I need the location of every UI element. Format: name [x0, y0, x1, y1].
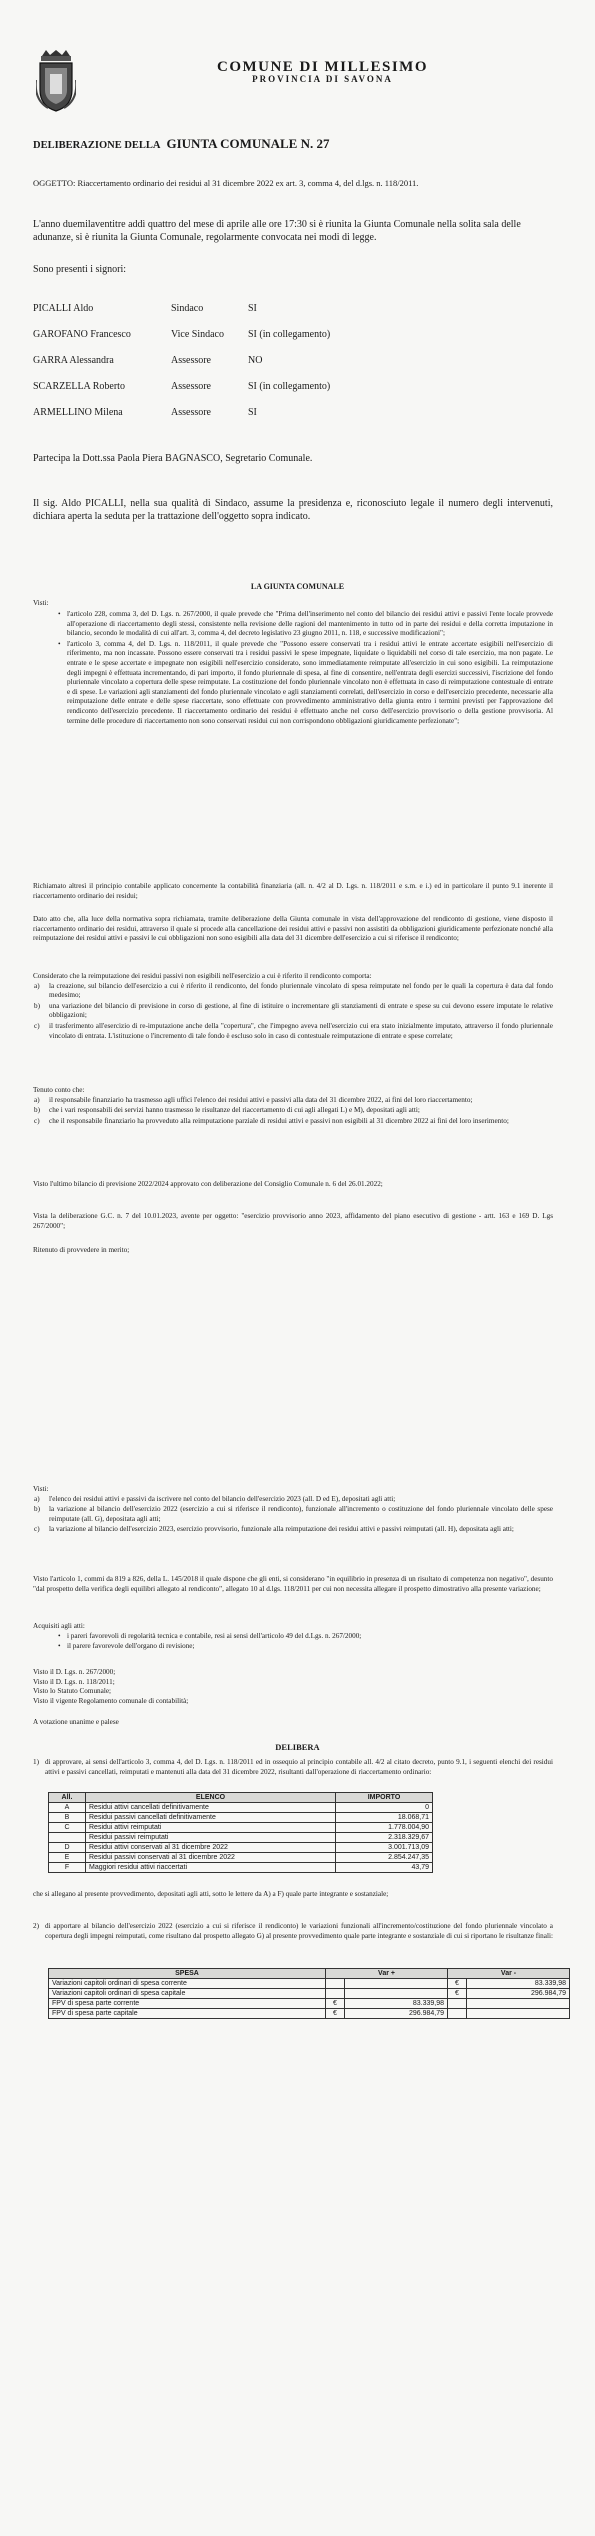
partecipa-text: Partecipa la Dott.ssa Paola Piera BAGNASCO, Segretario Comunale. — [33, 453, 313, 464]
presente-carica: Assessore — [171, 407, 211, 418]
ritenuto-paragraph: Ritenuto di provvedere in merito; — [33, 1246, 130, 1254]
table-row: Variazioni capitoli ordinari di spesa capitale € 296.984,79 — [49, 1989, 570, 1999]
deliberazione-title: GIUNTA COMUNALE N. 27 — [166, 136, 330, 151]
votazione-text: A votazione unanime e palese — [33, 1718, 119, 1726]
col-var-plus: Var + — [326, 1969, 448, 1979]
col-var-minus: Var - — [448, 1969, 570, 1979]
provincia-name: PROVINCIA DI SAVONA — [252, 74, 393, 84]
list-item: a) la creazione, sul bilancio dell'esercizio a cui è riferito il rendiconto, del fondo pluriennale vincolato di spesa reimputate nel fondo per le quali la copertura è data dal fondo medesimo; — [34, 981, 553, 1000]
presente-stato: SI — [248, 303, 257, 314]
visto-bilancio-paragraph: Visto l'ultimo bilancio di previsione 2022/2024 approvato con deliberazione del Consiglio Comunale n. 6 del 26.01.2022; — [33, 1180, 383, 1188]
col-spesa: SPESA — [49, 1969, 326, 1979]
list-item: b) la variazione al bilancio dell'esercizio 2022 (esercizio a cui si riferisce il rendiconto), funzionale all'incremento o costituzione del fondo pluriennale vincolato delle spese reimputate (all. G), depositata agli atti; — [34, 1505, 553, 1523]
table-row: B Residui passivi cancellati definitivamente 18.068,71 — [49, 1813, 433, 1823]
list-item: • l'articolo 228, comma 3, del D. Lgs. n. 267/2000, il quale prevede che "Prima dell'inserimento nel conto del bilancio dei residui attivi e passivi l'ente locale provvede all'operazione di riaccertamento degli stessi, consistente nella revisione delle ragioni del mantenimento in tutto od in parte dei residui e della corretta imputazione in bilancio, secondo le modalità di cui all'art. 3, comma 4, del decreto legislativo 23 giugno 2011, n. 118, e successive modificazioni"; — [67, 610, 553, 639]
list-item: • il parere favorevole dell'organo di revisione; — [67, 1642, 553, 1652]
presente-stato: SI (in collegamento) — [248, 329, 331, 340]
table-row: A Residui attivi cancellati definitivamente 0 — [49, 1803, 433, 1813]
list-item: • i pareri favorevoli di regolarità tecnica e contabile, resi ai sensi dell'articolo 49 del d.Lgs. n. 267/2000; — [67, 1632, 553, 1642]
comune-name: COMUNE DI MILLESIMO — [216, 59, 428, 75]
list-item: Visto lo Statuto Comunale; — [33, 1687, 112, 1696]
table-row: FPV di spesa parte corrente € 83.339,98 — [49, 1999, 570, 2009]
list-item: a) l'elenco dei residui attivi e passivi da iscrivere nel conto del bilancio dell'esercizio 2023 (all. D ed E), depositati agli atti; — [34, 1494, 396, 1503]
visti2-section — [33, 1485, 553, 1536]
apertura-paragraph: Il sig. Aldo PICALLI, nella sua qualità di Sindaco, assume la presidenza e, riconosciuto legale il numero degli intervenuti, dichiara aperta la seduta per la trattazione dell'oggetto sopra indicato. — [33, 498, 553, 522]
list-item: b) che i vari responsabili dei servizi hanno trasmesso le risultanze del riaccertamento di cui agli allegati L) e M), depositati agli atti; — [34, 1106, 420, 1115]
presente-nome: ARMELLINO Milena — [33, 407, 123, 418]
visti-list — [33, 610, 553, 727]
allegati-note: che si allegano al presente provvedimento, depositati agli atti, sotto le lettere da A) a F) quale parte integrante e sostanziale; — [33, 1890, 389, 1898]
visto-articolo-paragraph: Visto l'articolo 1, commi da 819 a 826, della L. 145/2018 il quale dispone che gli enti, si considerano "in equilibrio in presenza di un risultato di competenza non negativo", desunto "dal prospetto della verifica degli equilibri allegato al rendiconto", allegato 10 al d.lgs. 118/2011 per cui non necessita allegare il prospetto dimostrativo alla presente variazione; — [33, 1575, 553, 1593]
table-header-row — [49, 1969, 570, 1979]
richiamato-paragraph: Richiamato altresì il principio contabile applicato concernente la contabilità finanziaria (all. n. 4/2 al D. Lgs. n. 118/2011 e s.m. e i.) ed in particolare il punto 9.1 inerente il riaccertamento ordinario dei residui; — [33, 882, 553, 900]
tenuto-section — [33, 1086, 553, 1127]
table-row: D Residui attivi conservati al 31 dicembre 2022 3.001.713,09 — [49, 1843, 433, 1853]
fpv-table — [48, 1968, 570, 2019]
acquisiti-list — [33, 1632, 553, 1652]
presente-nome: GARRA Alessandra — [33, 355, 114, 366]
punto-1-text: di approvare, ai sensi dell'articolo 3, comma 4, del D. Lgs. n. 118/2011 ed in ossequio al principio contabile all. 4/2 al citato decreto, punto 9.1, i seguenti elenchi dei residui attivi e passivi cancellati, reimputati e mantenuti alla data del 31 dicembre 2022, risultanti dall'operazione di riaccertamento ordinario: — [45, 1758, 553, 1776]
dato-atto-paragraph: Dato atto che, alla luce della normativa sopra richiamata, tramite deliberazione della Giunta comunale in vista dell'approvazione del rendiconto di gestione, viene disposto il riaccertamento ordinario dei residui, attraverso il quale si procede alla cancellazione dei residui attivi e passivi non assistiti da obbligazioni giuridicamente perfezionate nonché alla reimputazione dei residui attivi e passivi le cui obbligazioni non sono esigibili alla data del 31 dicembre dell'esercizio a cui si riferisce il rendiconto; — [33, 915, 553, 943]
table-row: E Residui passivi conservati al 31 dicembre 2022 2.854.247,35 — [49, 1853, 433, 1863]
punto-2-text: di apportare al bilancio dell'esercizio 2022 (esercizio a cui si riferisce il rendiconto) le variazioni funzionali all'incremento/costituzione del fondo pluriennale vincolato a copertura degli impegni reimputati, come risultano dal prospetto allegato G) al presente provvedimento quale parte integrante e sostanziale di cui si riportano le risultanze finali: — [45, 1922, 553, 1940]
presente-nome: PICALLI Aldo — [33, 303, 94, 314]
presente-nome: GAROFANO Francesco — [33, 329, 131, 340]
deliberazione-heading — [33, 136, 330, 152]
table-row: Variazioni capitoli ordinari di spesa corrente € 83.339,98 — [49, 1979, 570, 1989]
presente-nome: SCARZELLA Roberto — [33, 381, 125, 392]
presente-carica: Vice Sindaco — [171, 329, 224, 340]
list-item: Visto il D. Lgs. n. 267/2000; — [33, 1668, 116, 1676]
considerato-list — [33, 982, 553, 1042]
list-item: Visto il D. Lgs. n. 118/2011; — [33, 1677, 115, 1686]
acquisiti-section — [33, 1622, 553, 1653]
list-item: c) che il responsabile finanziario ha provveduto alla reimputazione parziale di residui attivi e passivi non esigibili al 31 dicembre 2022 ai fini del loro inserimento; — [34, 1116, 509, 1125]
table-row: FPV di spesa parte capitale € 296.984,79 — [49, 2009, 570, 2019]
intro-paragraph: L'anno duemilaventitre addì quattro del mese di aprile alle ore 17:30 si è riunita la Giunta Comunale nella solita sala delle adunanze, si è riunita la Giunta Comunale, regolarmente convocata nei modi di legge. — [33, 219, 521, 243]
tenuto-intro: Tenuto conto che: — [33, 1086, 85, 1094]
presente-carica: Sindaco — [171, 303, 204, 314]
presente-stato: SI — [248, 407, 257, 418]
punto-2: 2) di apportare al bilancio dell'esercizio 2022 (esercizio a cui si riferisce il rendiconto) le variazioni funzionali all'incremento/costituzione del fondo pluriennale vincolato a copertura degli impegni reimputati, come risultano dal prospetto allegato G) al presente provvedimento quale parte integrante e sostanziale di cui si riportano le risultanze finali: — [33, 1922, 553, 1940]
visti-label: Visti: — [33, 599, 49, 607]
considerato-intro: Considerato che la reimputazione dei residui passivi non esigibili nell'esercizio a cui è riferito il rendiconto comporta: — [33, 972, 372, 980]
visti2-label: Visti: — [33, 1485, 49, 1493]
col-all: All. — [49, 1793, 86, 1803]
list-item: c) il trasferimento all'esercizio di re-imputazione anche della "copertura", che l'impegno aveva nell'esercizio cui era stato inizialmente imputato, attraverso il fondo pluriennale vincolato di entrata. L'istituzione o l'incremento di tale fondo è escluso solo in caso di contestuale reimputazione di entrate e spese correlate; — [34, 1021, 553, 1040]
list-item: a) il responsabile finanziario ha trasmesso agli uffici l'elenco dei residui attivi e passivi alla data del 31 dicembre 2022, ai fini del loro riaccertamento; — [34, 1095, 473, 1104]
presente-stato: NO — [248, 355, 263, 366]
table-row: Residui passivi reimputati 2.318.329,67 — [49, 1833, 433, 1843]
delibera-title: DELIBERA — [275, 1742, 320, 1752]
col-elenco: ELENCO — [86, 1793, 336, 1803]
list-item: Visto il vigente Regolamento comunale di contabilità; — [33, 1696, 189, 1705]
presente-carica: Assessore — [171, 381, 211, 392]
list-item: • l'articolo 3, comma 4, del D. Lgs. n. 118/2011, il quale prevede che "Possono essere conservati tra i residui attivi le entrate accertate esigibili nell'esercizio di riferimento, ma non incassate. Possono essere conservati tra i residui passivi le spese impegnate, liquidate o liquidabili nel corso di tale esercizio, ma non pagate. Le entrate e le spese accertate e impegnate non esigibili nell'esercizio considerato, sono immediatamente reimputate all'esercizio in cui sono esigibili. La reimputazione degli impegni è effettuata incrementando, di pari importo, il fondo pluriennale di spesa, al fine di consentire, nell'entrata degli esercizi successivi, l'iscrizione del fondo pluriennale vincolato a copertura delle spese reimputate. La costituzione del fondo pluriennale vincolato non è effettuata in caso di reimputazione contestuale di entrate e di spese. Le variazioni agli stanziamenti del fondo pluriennale vincolato e agli stanziamenti correlati, dell'esercizio in corso e dell'esercizio precedente, necessarie alla reimputazione delle entrate e delle spese riaccertate, sono effettuate con provvedimento amministrativo della giunta entro i termini previsti per l'approvazione del rendiconto dell'esercizio precedente. Il riaccertamento ordinario dei residui è effettuato anche nel corso dell'esercizio provvisorio o della gestione provvisoria. Al termine delle procedure di riaccertamento non sono conservati residui cui non corrispondono obbligazioni giuridicamente perfezionate"; — [67, 640, 553, 726]
presente-carica: Assessore — [171, 355, 211, 366]
list-item: c) la variazione al bilancio dell'esercizio 2023, esercizio provvisorio, funzionale alla reimputazione dei residui attivi e passivi reimputati (all. H), depositata agli atti; — [34, 1525, 514, 1534]
col-importo: IMPORTO — [336, 1793, 433, 1803]
visti2-list — [33, 1495, 553, 1535]
tenuto-list — [33, 1096, 553, 1127]
presenti-title: Sono presenti i signori: — [33, 264, 127, 275]
table-header-row — [49, 1793, 433, 1803]
list-item: b) una variazione del bilancio di previsione in corso di gestione, al fine di istituire o incrementare gli stanziamenti di entrate e spese su cui devono essere imputate le relative obbligazioni; — [34, 1001, 553, 1020]
table-row: F Maggiori residui attivi riaccertati 43,79 — [49, 1863, 433, 1873]
punto-1: 1) di approvare, ai sensi dell'articolo 3, comma 4, del D. Lgs. n. 118/2011 ed in ossequio al principio contabile all. 4/2 al citato decreto, punto 9.1, i seguenti elenchi dei residui attivi e passivi cancellati, reimputati e mantenuti alla data del 31 dicembre 2022, risultanti dall'operazione di riaccertamento ordinario: — [33, 1758, 553, 1776]
table-row: C Residui attivi reimputati 1.778.004,90 — [49, 1823, 433, 1833]
residui-table — [48, 1792, 433, 1873]
acquisiti-label: Acquisiti agli atti: — [33, 1622, 85, 1630]
considerato-section — [33, 972, 553, 1042]
vista-delibera-paragraph: Vista la deliberazione G.C. n. 7 del 10.01.2023, avente per oggetto: "esercizio provvisorio anno 2023, affidamento del piano esecutivo di gestione - artt. 163 e 169 D. Lgs 267/2000"; — [33, 1212, 553, 1230]
deliberazione-prefix: DELIBERAZIONE DELLA — [33, 140, 161, 151]
presente-stato: SI (in collegamento) — [248, 381, 331, 392]
oggetto-text: OGGETTO: Riaccertamento ordinario dei residui al 31 dicembre 2022 ex art. 3, comma 4, del d.lgs. n. 118/2011. — [33, 178, 419, 188]
giunta-title: LA GIUNTA COMUNALE — [250, 582, 345, 591]
visti-finali — [33, 1668, 333, 1706]
